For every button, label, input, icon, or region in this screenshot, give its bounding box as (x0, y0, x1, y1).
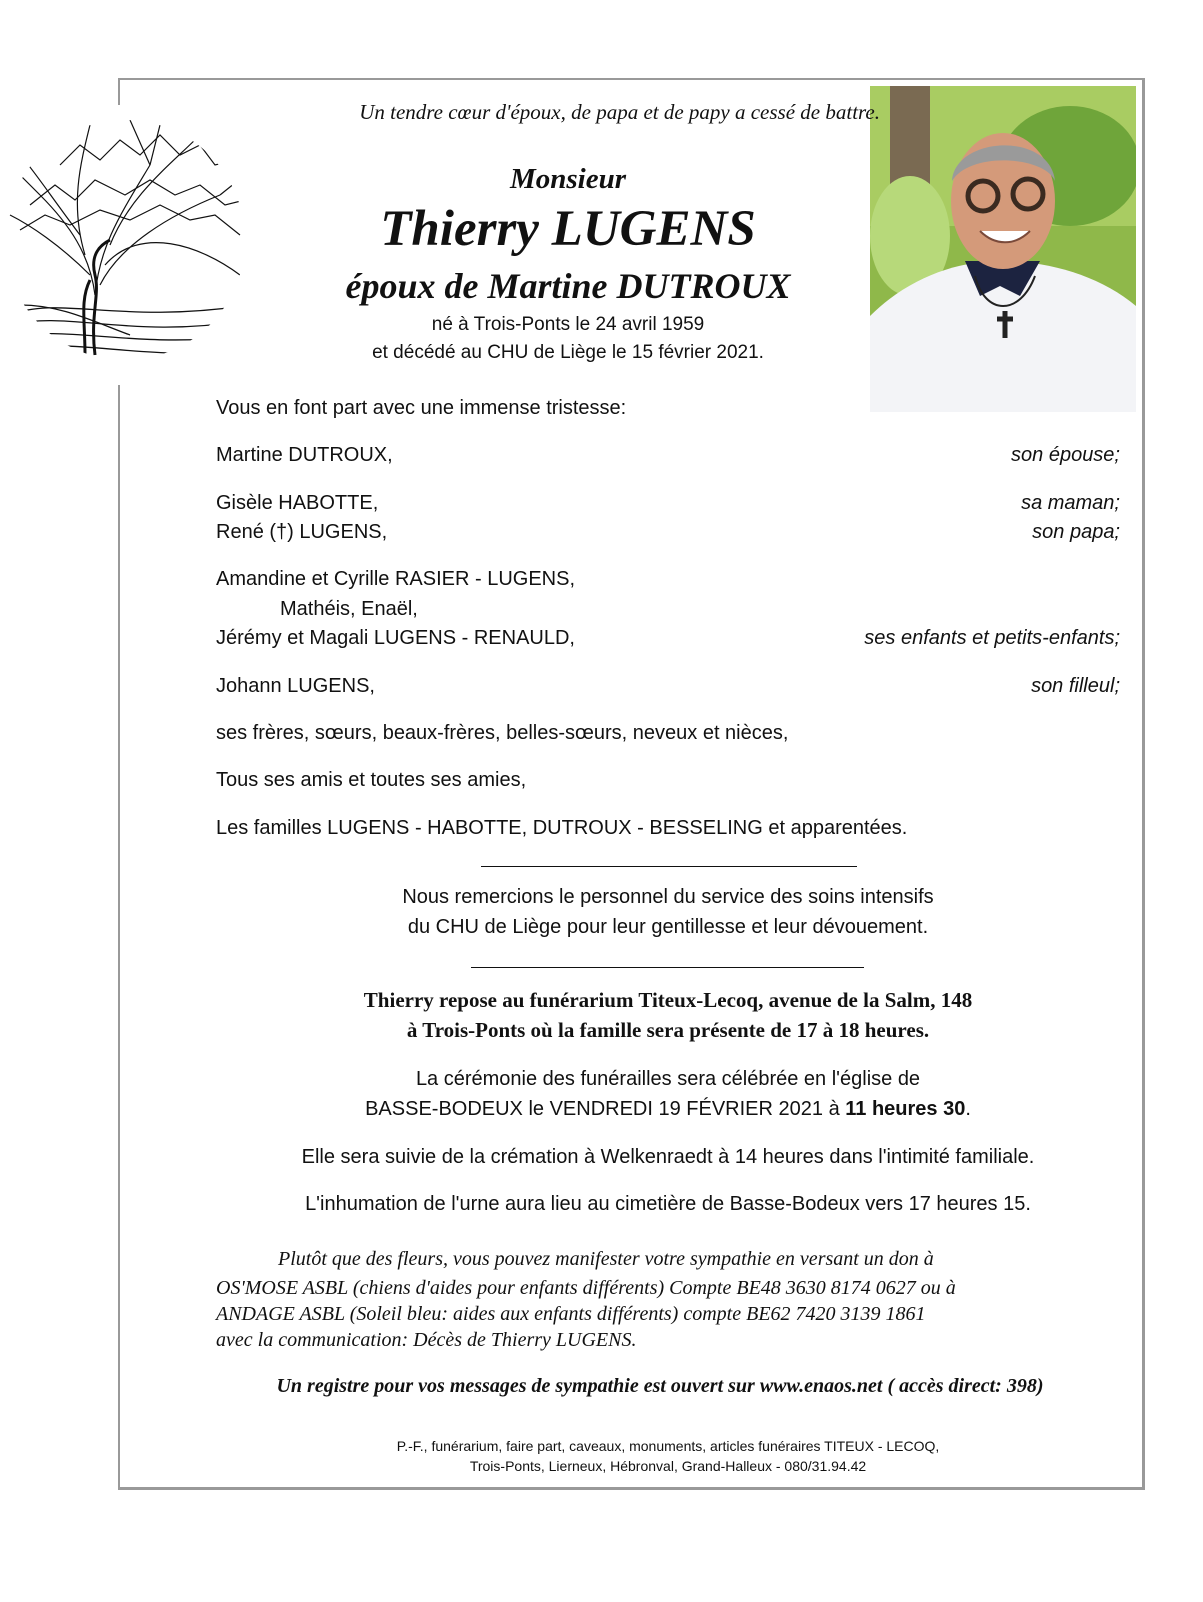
relative-name: Johann LUGENS, (216, 675, 375, 697)
ceremony-line-1: La cérémonie des funérailles sera célébrée en l'église de (415, 1068, 921, 1090)
families-line: Les familles LUGENS - HABOTTE, DUTROUX - BESSELING et apparentées. (216, 817, 908, 839)
epitaph: Un tendre cœur d'époux, de papa et de papy a cessé de battre. (359, 100, 880, 124)
visitation-line-2: à Trois-Ponts où la famille sera présente de 17 à 18 heures. (406, 1018, 930, 1042)
relative-name: René (†) LUGENS, (216, 521, 388, 543)
relative-name: Jérémy et Magali LUGENS - RENAULD, (216, 627, 575, 649)
announcement-intro: Vous en font part avec une immense tristesse: (216, 397, 627, 419)
siblings-line: ses frères, sœurs, beaux-frères, belles-sœurs, neveux et nièces, (216, 722, 789, 744)
ceremony-time: 11 heures 30 (845, 1098, 966, 1120)
donation-line-4: avec la communication: Décès de Thierry LUGENS. (216, 1329, 637, 1351)
relative-role: son filleul; (1031, 675, 1120, 697)
registry-line: Un registre pour vos messages de sympathie est ouvert sur www.enaos.net ( accès direct: 398) (276, 1375, 1044, 1397)
tree-of-life-image (0, 105, 270, 385)
donation-line-1: Plutôt que des fleurs, vous pouvez manifester votre sympathie en versant un don à (278, 1248, 934, 1270)
spouse-line: époux de Martine DUTROUX (345, 266, 791, 306)
friends-line: Tous ses amis et toutes ses amies, (216, 769, 527, 791)
relative-role: sa maman; (1021, 492, 1120, 514)
footer-line-1: P.-F., funérarium, faire part, caveaux, monuments, articles funéraires TITEUX - LECOQ, (396, 1438, 940, 1454)
relative-name: Mathéis, Enaël, (280, 598, 418, 620)
donation-line-3: ANDAGE ASBL (Soleil bleu: aides aux enfants différents) compte BE62 7420 3139 1861 (216, 1303, 926, 1325)
burial-line: L'inhumation de l'urne aura lieu au cimetière de Basse-Bodeux vers 17 heures 15. (305, 1193, 1031, 1215)
honorific: Monsieur (509, 163, 627, 195)
cremation-line: Elle sera suivie de la crémation à Welkenraedt à 14 heures dans l'intimité familiale. (301, 1146, 1035, 1168)
divider (471, 967, 864, 968)
relative-name: Gisèle HABOTTE, (216, 492, 379, 514)
relative-role: ses enfants et petits-enfants; (864, 627, 1120, 649)
donation-line-2: OS'MOSE ASBL (chiens d'aides pour enfants différents) Compte BE48 3630 8174 0627 ou à (216, 1277, 956, 1299)
visitation-line-1: Thierry repose au funérarium Titeux-Lecoq, avenue de la Salm, 148 (363, 988, 973, 1012)
divider (481, 866, 857, 867)
ceremony-line-2 (218, 1098, 1118, 1121)
deceased-portrait-photo (870, 86, 1136, 412)
relative-role: son papa; (1032, 521, 1120, 543)
footer-line-2: Trois-Ponts, Lierneux, Hébronval, Grand-Halleux - 080/31.94.42 (469, 1458, 867, 1474)
thanks-line-1: Nous remercions le personnel du service des soins intensifs (402, 886, 934, 908)
deceased-name: Thierry LUGENS (380, 201, 756, 257)
thanks-line-2: du CHU de Liège pour leur gentillesse et leur dévouement. (407, 916, 929, 938)
ceremony-date: BASSE-BODEUX le VENDREDI 19 FÉVRIER 2021 à (365, 1098, 846, 1120)
birth-info: né à Trois-Ponts le 24 avril 1959 (431, 314, 705, 335)
ceremony-suffix: . (965, 1098, 971, 1120)
relative-role: son épouse; (1011, 444, 1120, 466)
death-info: et décédé au CHU de Liège le 15 février 2021. (372, 342, 764, 363)
relative-name: Amandine et Cyrille RASIER - LUGENS, (216, 568, 576, 590)
relative-name: Martine DUTROUX, (216, 444, 393, 466)
